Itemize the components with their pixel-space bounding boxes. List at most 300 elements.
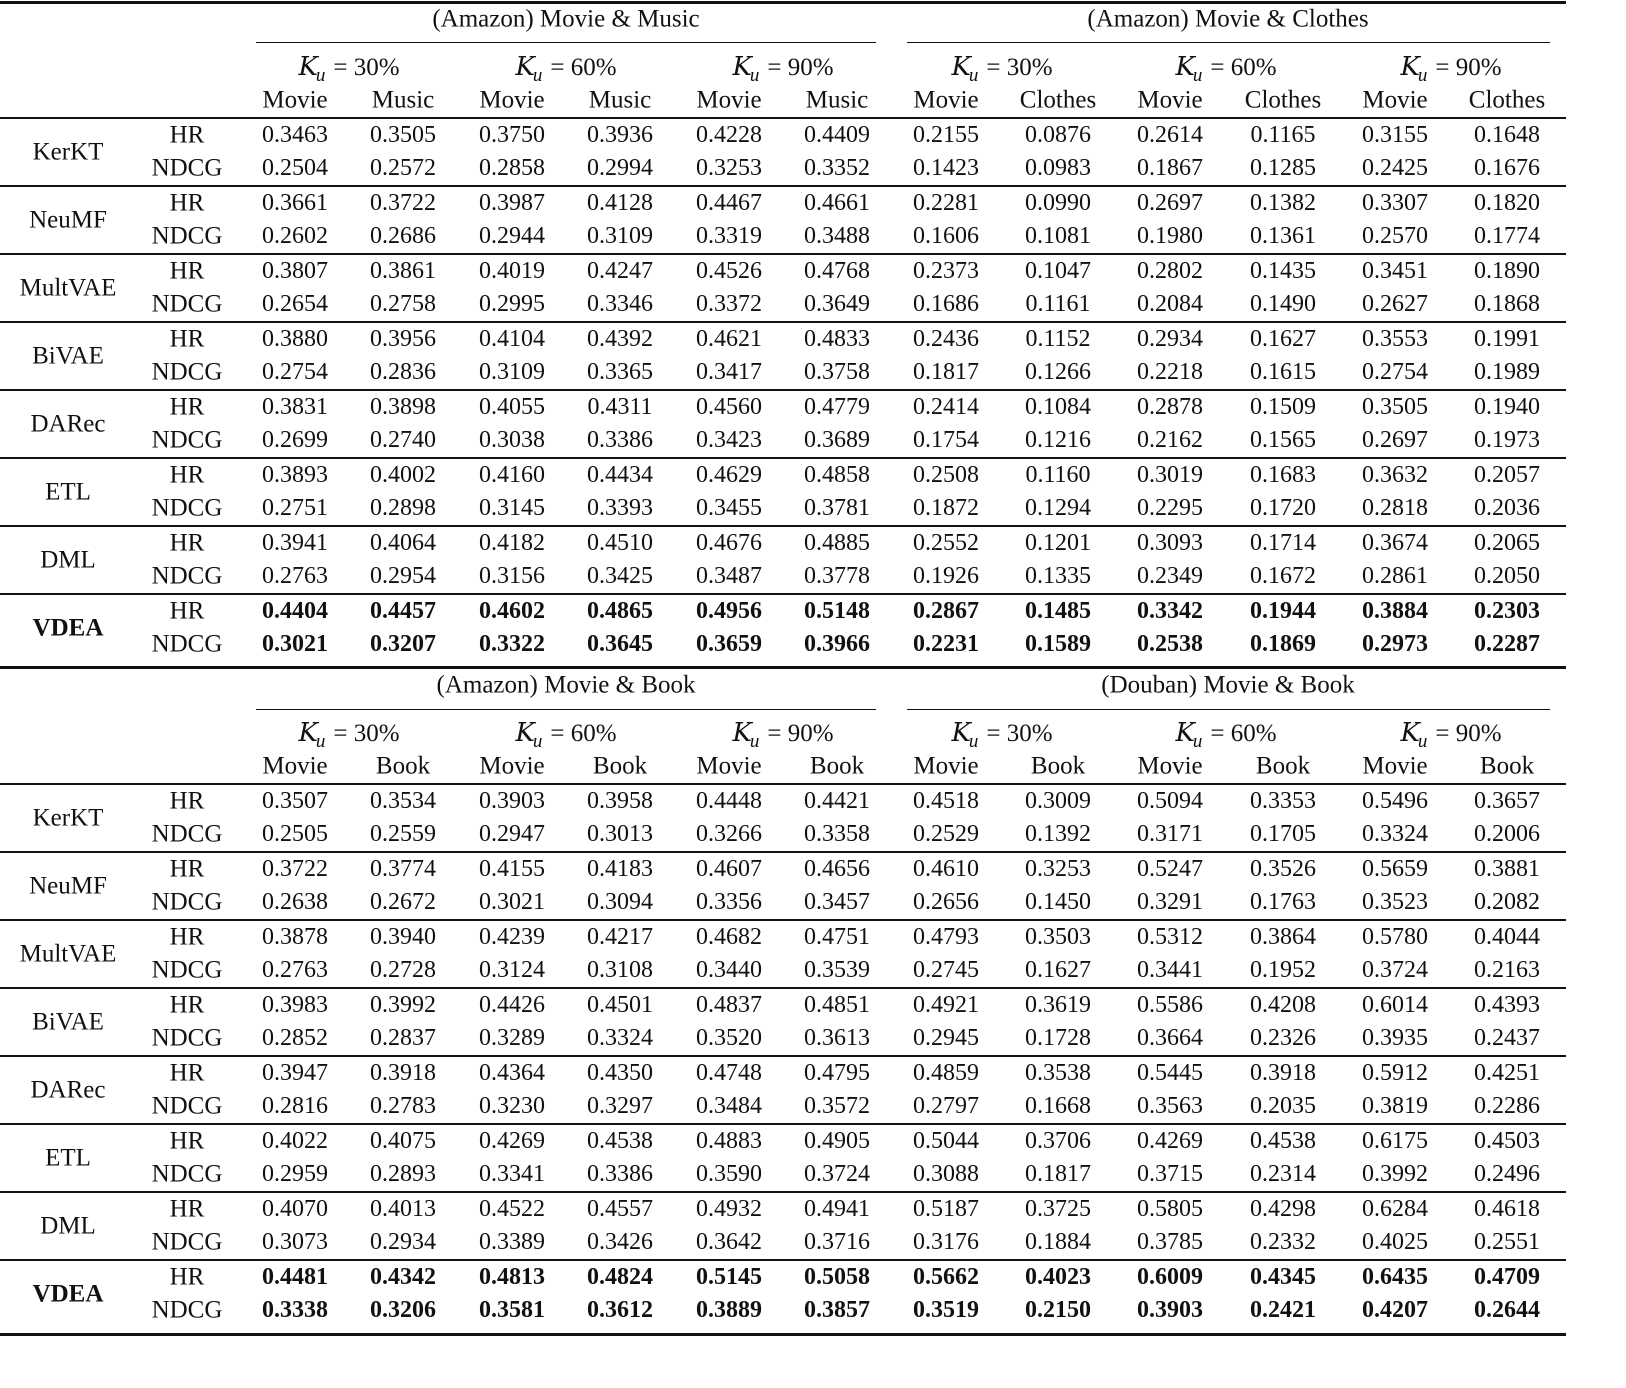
table-cell: 0.5659 <box>1362 856 1428 882</box>
table-cell: 0.3171 <box>1137 821 1203 847</box>
k-subscript: u <box>968 731 979 752</box>
table-cell: 0.1820 <box>1474 190 1540 216</box>
table-cell: 0.4025 <box>1362 1229 1428 1255</box>
header-rule <box>0 783 1566 785</box>
table-cell: 0.5312 <box>1137 924 1203 950</box>
table-cell: 0.2421 <box>1250 1297 1316 1323</box>
k-value: = 60% <box>1210 54 1277 81</box>
table-cell: 0.3484 <box>696 1093 762 1119</box>
table-cell: 0.4342 <box>370 1264 436 1290</box>
table-cell: 0.2155 <box>913 122 979 148</box>
table-cell: 0.2934 <box>370 1229 436 1255</box>
table-cell: 0.3109 <box>479 359 545 385</box>
table-cell: 0.2837 <box>370 1025 436 1051</box>
table-cell: 0.2818 <box>1362 495 1428 521</box>
table-cell: 0.5247 <box>1137 856 1203 882</box>
table-cell: 0.4865 <box>587 598 653 624</box>
method-name: ETL <box>45 1144 91 1171</box>
domain-column-header: Movie <box>1362 752 1428 780</box>
k-subscript: u <box>1192 65 1203 86</box>
method-separator-rule <box>0 389 1566 391</box>
domain-column-header: Movie <box>479 752 545 780</box>
table-cell: 0.5912 <box>1362 1060 1428 1086</box>
table-cell: 0.4298 <box>1250 1196 1316 1222</box>
table-cell: 0.3352 <box>804 155 870 181</box>
table-cell: 0.3507 <box>262 788 328 814</box>
group-cmidrule <box>256 709 876 710</box>
table-cell: 0.2740 <box>370 427 436 453</box>
k-symbol: K <box>1175 52 1195 82</box>
group-cmidrule <box>256 42 876 43</box>
domain-column-header: Book <box>1030 752 1086 780</box>
table-cell: 0.3664 <box>1137 1025 1203 1051</box>
table-cell: 0.3155 <box>1362 122 1428 148</box>
table-cell: 0.3358 <box>804 821 870 847</box>
table-cell: 0.2995 <box>479 291 545 317</box>
table-cell: 0.3520 <box>696 1025 762 1051</box>
table-cell: 0.3774 <box>370 856 436 882</box>
table-cell: 0.4956 <box>696 598 762 624</box>
table-cell: 0.3386 <box>587 1161 653 1187</box>
table-cell: 0.3880 <box>262 326 328 352</box>
table-cell: 0.2286 <box>1474 1093 1540 1119</box>
table-cell: 0.3807 <box>262 258 328 284</box>
header-rule <box>0 117 1566 119</box>
table-cell: 0.3457 <box>804 889 870 915</box>
table-cell: 0.3266 <box>696 821 762 847</box>
metric-label: NDCG <box>151 222 223 250</box>
table-cell: 0.3440 <box>696 957 762 983</box>
table-cell: 0.1683 <box>1250 462 1316 488</box>
method-separator-rule <box>0 919 1566 921</box>
k-subscript: u <box>749 65 760 86</box>
table-cell: 0.2836 <box>370 359 436 385</box>
table-cell: 0.3291 <box>1137 889 1203 915</box>
table-cell: 0.2954 <box>370 563 436 589</box>
table-cell: 0.3503 <box>1025 924 1091 950</box>
table-cell: 0.4023 <box>1025 1264 1091 1290</box>
table-cell: 0.3563 <box>1137 1093 1203 1119</box>
table-cell: 0.2084 <box>1137 291 1203 317</box>
k-value: = 30% <box>986 720 1053 747</box>
table-cell: 0.3750 <box>479 122 545 148</box>
table-bottom-rule <box>0 1333 1566 1336</box>
k-value: = 60% <box>550 720 617 747</box>
table-cell: 0.3156 <box>479 563 545 589</box>
table-cell: 0.2505 <box>262 821 328 847</box>
method-separator-rule <box>0 1123 1566 1125</box>
k-value: = 90% <box>1435 720 1502 747</box>
table-cell: 0.3523 <box>1362 889 1428 915</box>
metric-label: NDCG <box>151 1228 223 1256</box>
table-cell: 0.1285 <box>1250 155 1316 181</box>
table-cell: 0.4002 <box>370 462 436 488</box>
table-cell: 0.3987 <box>479 190 545 216</box>
table-cell: 0.5187 <box>913 1196 979 1222</box>
table-cell: 0.2627 <box>1362 291 1428 317</box>
table-cell: 0.4064 <box>370 530 436 556</box>
table-cell: 0.1754 <box>913 427 979 453</box>
k-subscript: u <box>532 65 543 86</box>
k-symbol: K <box>732 718 752 748</box>
table-cell: 0.3526 <box>1250 856 1316 882</box>
table-cell: 0.4448 <box>696 788 762 814</box>
k-value: = 90% <box>1435 54 1502 81</box>
table-cell: 0.3722 <box>370 190 436 216</box>
table-cell: 0.1047 <box>1025 258 1091 284</box>
table-cell: 0.1884 <box>1025 1229 1091 1255</box>
domain-column-header: Music <box>588 86 652 114</box>
table-cell: 0.1952 <box>1250 957 1316 983</box>
table-cell: 0.2947 <box>479 821 545 847</box>
metric-label: NDCG <box>151 1160 223 1188</box>
table-cell: 0.2638 <box>262 889 328 915</box>
metric-label: NDCG <box>151 888 223 916</box>
k-setting-header <box>1400 52 1502 86</box>
table-cell: 0.1720 <box>1250 495 1316 521</box>
table-cell: 0.4618 <box>1474 1196 1540 1222</box>
k-setting-header <box>1400 718 1502 752</box>
dataset-group-title: (Amazon) Movie & Book <box>436 671 696 699</box>
table-cell: 0.3505 <box>1362 394 1428 420</box>
domain-column-header: Book <box>1255 752 1311 780</box>
table-cell: 0.3992 <box>370 992 436 1018</box>
table-cell: 0.4510 <box>587 530 653 556</box>
table-cell: 0.3983 <box>262 992 328 1018</box>
table-cell: 0.3324 <box>587 1025 653 1051</box>
table-cell: 0.4751 <box>804 924 870 950</box>
table-cell: 0.2425 <box>1362 155 1428 181</box>
table-cell: 0.3966 <box>804 631 870 657</box>
table-cell: 0.4013 <box>370 1196 436 1222</box>
table-top-rule <box>0 666 1566 669</box>
table-cell: 0.3451 <box>1362 258 1428 284</box>
table-cell: 0.2373 <box>913 258 979 284</box>
table-cell: 0.6435 <box>1362 1264 1428 1290</box>
table-cell: 0.3230 <box>479 1093 545 1119</box>
table-cell: 0.2162 <box>1137 427 1203 453</box>
table-cell: 0.2959 <box>262 1161 328 1187</box>
table-cell: 0.2437 <box>1474 1025 1540 1051</box>
table-cell: 0.3505 <box>370 122 436 148</box>
table-top-rule <box>0 1 1566 4</box>
table-cell: 0.1201 <box>1025 530 1091 556</box>
table-cell: 0.4518 <box>913 788 979 814</box>
table-cell: 0.4676 <box>696 530 762 556</box>
table-cell: 0.4859 <box>913 1060 979 1086</box>
table-cell: 0.2802 <box>1137 258 1203 284</box>
table-cell: 0.4426 <box>479 992 545 1018</box>
table-cell: 0.3534 <box>370 788 436 814</box>
method-separator-rule <box>0 987 1566 989</box>
table-cell: 0.2728 <box>370 957 436 983</box>
table-cell: 0.2816 <box>262 1093 328 1119</box>
table-cell: 0.3021 <box>479 889 545 915</box>
table-cell: 0.3884 <box>1362 598 1428 624</box>
method-name: BiVAE <box>32 342 104 369</box>
table-cell: 0.3207 <box>370 631 436 657</box>
table-cell: 0.3864 <box>1250 924 1316 950</box>
table-cell: 0.4269 <box>1137 1128 1203 1154</box>
table-cell: 0.1763 <box>1250 889 1316 915</box>
table-cell: 0.0983 <box>1025 155 1091 181</box>
method-name: KerKT <box>32 138 104 165</box>
table-cell: 0.3724 <box>1362 957 1428 983</box>
table-cell: 0.1160 <box>1025 462 1091 488</box>
domain-column-header: Book <box>809 752 865 780</box>
domain-column-header: Movie <box>913 752 979 780</box>
table-cell: 0.4793 <box>913 924 979 950</box>
table-cell: 0.2656 <box>913 889 979 915</box>
table-cell: 0.3612 <box>587 1297 653 1323</box>
table-cell: 0.3324 <box>1362 821 1428 847</box>
table-cell: 0.3659 <box>696 631 762 657</box>
method-name: MultVAE <box>19 274 117 301</box>
table-cell: 0.2994 <box>587 155 653 181</box>
table-cell: 0.4207 <box>1362 1297 1428 1323</box>
table-cell: 0.6284 <box>1362 1196 1428 1222</box>
table-cell: 0.4538 <box>587 1128 653 1154</box>
dataset-group-title: (Amazon) Movie & Music <box>432 5 700 33</box>
method-name: DARec <box>30 410 106 437</box>
table-cell: 0.1944 <box>1250 598 1316 624</box>
table-cell: 0.4837 <box>696 992 762 1018</box>
k-symbol: K <box>1175 718 1195 748</box>
table-cell: 0.3645 <box>587 631 653 657</box>
table-cell: 0.2529 <box>913 821 979 847</box>
method-name: VDEA <box>32 1280 104 1307</box>
domain-column-header: Music <box>805 86 869 114</box>
table-cell: 0.1989 <box>1474 359 1540 385</box>
table-cell: 0.4779 <box>804 394 870 420</box>
k-value: = 90% <box>767 720 834 747</box>
table-cell: 0.4682 <box>696 924 762 950</box>
metric-label: HR <box>169 121 205 149</box>
method-separator-rule <box>0 593 1566 595</box>
metric-label: NDCG <box>151 1024 223 1052</box>
table-cell: 0.1606 <box>913 223 979 249</box>
table-cell: 0.4022 <box>262 1128 328 1154</box>
table-cell: 0.3619 <box>1025 992 1091 1018</box>
table-cell: 0.3487 <box>696 563 762 589</box>
table-cell: 0.2006 <box>1474 821 1540 847</box>
metric-label: HR <box>169 991 205 1019</box>
table-cell: 0.4602 <box>479 598 545 624</box>
table-cell: 0.2758 <box>370 291 436 317</box>
table-cell: 0.3590 <box>696 1161 762 1187</box>
table-cell: 0.4044 <box>1474 924 1540 950</box>
table-cell: 0.4160 <box>479 462 545 488</box>
table-cell: 0.3319 <box>696 223 762 249</box>
metric-label: HR <box>169 1127 205 1155</box>
table-cell: 0.2602 <box>262 223 328 249</box>
method-name: MultVAE <box>19 940 117 967</box>
table-cell: 0.4434 <box>587 462 653 488</box>
method-name: DML <box>40 546 96 573</box>
k-setting-header <box>515 718 617 752</box>
table-cell: 0.1980 <box>1137 223 1203 249</box>
table-cell: 0.1294 <box>1025 495 1091 521</box>
domain-column-header: Book <box>375 752 431 780</box>
table-cell: 0.4217 <box>587 924 653 950</box>
metric-label: HR <box>169 1059 205 1087</box>
table-cell: 0.1817 <box>1025 1161 1091 1187</box>
table-cell: 0.3936 <box>587 122 653 148</box>
table-cell: 0.2614 <box>1137 122 1203 148</box>
table-cell: 0.2878 <box>1137 394 1203 420</box>
metric-label: HR <box>169 855 205 883</box>
table-cell: 0.3386 <box>587 427 653 453</box>
table-cell: 0.3013 <box>587 821 653 847</box>
table-cell: 0.1627 <box>1025 957 1091 983</box>
k-subscript: u <box>315 65 326 86</box>
k-symbol: K <box>732 52 752 82</box>
domain-column-header: Movie <box>1362 86 1428 114</box>
table-cell: 0.4813 <box>479 1264 545 1290</box>
table-cell: 0.3342 <box>1137 598 1203 624</box>
table-cell: 0.4560 <box>696 394 762 420</box>
table-cell: 0.4905 <box>804 1128 870 1154</box>
table-cell: 0.1817 <box>913 359 979 385</box>
table-cell: 0.3903 <box>479 788 545 814</box>
table-cell: 0.2050 <box>1474 563 1540 589</box>
table-cell: 0.2861 <box>1362 563 1428 589</box>
metric-label: NDCG <box>151 290 223 318</box>
k-value: = 30% <box>986 54 1053 81</box>
table-cell: 0.3613 <box>804 1025 870 1051</box>
table-cell: 0.2559 <box>370 821 436 847</box>
table-cell: 0.3338 <box>262 1297 328 1323</box>
metric-label: NDCG <box>151 1092 223 1120</box>
table-cell: 0.3393 <box>587 495 653 521</box>
k-value: = 90% <box>767 54 834 81</box>
method-name: NeuMF <box>29 206 107 233</box>
table-cell: 0.2697 <box>1137 190 1203 216</box>
metric-label: NDCG <box>151 494 223 522</box>
table-cell: 0.4656 <box>804 856 870 882</box>
method-separator-rule <box>0 457 1566 459</box>
k-setting-header <box>1175 52 1277 86</box>
table-cell: 0.3289 <box>479 1025 545 1051</box>
table-cell: 0.4883 <box>696 1128 762 1154</box>
table-cell: 0.4858 <box>804 462 870 488</box>
table-cell: 0.3372 <box>696 291 762 317</box>
table-cell: 0.3124 <box>479 957 545 983</box>
table-cell: 0.1490 <box>1250 291 1316 317</box>
table-cell: 0.4921 <box>913 992 979 1018</box>
table-cell: 0.1266 <box>1025 359 1091 385</box>
table-cell: 0.1867 <box>1137 155 1203 181</box>
table-cell: 0.2332 <box>1250 1229 1316 1255</box>
method-name: VDEA <box>32 614 104 641</box>
table-cell: 0.2436 <box>913 326 979 352</box>
k-subscript: u <box>532 731 543 752</box>
table-cell: 0.5586 <box>1137 992 1203 1018</box>
metric-label: HR <box>169 1263 205 1291</box>
table-cell: 0.3019 <box>1137 462 1203 488</box>
k-subscript: u <box>315 731 326 752</box>
table-cell: 0.3642 <box>696 1229 762 1255</box>
table-cell: 0.3341 <box>479 1161 545 1187</box>
table-cell: 0.3145 <box>479 495 545 521</box>
table-cell: 0.1672 <box>1250 563 1316 589</box>
table-cell: 0.3657 <box>1474 788 1540 814</box>
table-cell: 0.6175 <box>1362 1128 1428 1154</box>
table-cell: 0.1382 <box>1250 190 1316 216</box>
table-cell: 0.3009 <box>1025 788 1091 814</box>
metric-label: HR <box>169 529 205 557</box>
domain-column-header: Movie <box>262 86 328 114</box>
table-cell: 0.1890 <box>1474 258 1540 284</box>
table-cell: 0.2644 <box>1474 1297 1540 1323</box>
table-cell: 0.3878 <box>262 924 328 950</box>
table-cell: 0.3940 <box>370 924 436 950</box>
table-cell: 0.3455 <box>696 495 762 521</box>
k-subscript: u <box>1417 731 1428 752</box>
table-cell: 0.1485 <box>1025 598 1091 624</box>
domain-column-header: Movie <box>696 752 762 780</box>
k-symbol: K <box>515 718 535 748</box>
table-cell: 0.2287 <box>1474 631 1540 657</box>
table-cell: 0.3206 <box>370 1297 436 1323</box>
metric-label: NDCG <box>151 358 223 386</box>
table-cell: 0.2893 <box>370 1161 436 1187</box>
k-symbol: K <box>951 718 971 748</box>
table-cell: 0.4610 <box>913 856 979 882</box>
table-cell: 0.4239 <box>479 924 545 950</box>
table-cell: 0.3725 <box>1025 1196 1091 1222</box>
table-cell: 0.4183 <box>587 856 653 882</box>
table-cell: 0.2057 <box>1474 462 1540 488</box>
table-cell: 0.4128 <box>587 190 653 216</box>
k-setting-header <box>951 52 1053 86</box>
table-cell: 0.3918 <box>370 1060 436 1086</box>
table-cell: 0.3094 <box>587 889 653 915</box>
table-cell: 0.3346 <box>587 291 653 317</box>
table-cell: 0.3253 <box>1025 856 1091 882</box>
table-cell: 0.3689 <box>804 427 870 453</box>
table-cell: 0.4404 <box>262 598 328 624</box>
table-cell: 0.3956 <box>370 326 436 352</box>
table-cell: 0.3722 <box>262 856 328 882</box>
table-cell: 0.4538 <box>1250 1128 1316 1154</box>
table-cell: 0.2552 <box>913 530 979 556</box>
table-cell: 0.1686 <box>913 291 979 317</box>
k-value: = 30% <box>333 720 400 747</box>
table-cell: 0.2852 <box>262 1025 328 1051</box>
method-separator-rule <box>0 1259 1566 1261</box>
domain-column-header: Music <box>371 86 435 114</box>
table-cell: 0.3488 <box>804 223 870 249</box>
table-cell: 0.2065 <box>1474 530 1540 556</box>
table-cell: 0.3553 <box>1362 326 1428 352</box>
metric-label: HR <box>169 257 205 285</box>
method-name: NeuMF <box>29 872 107 899</box>
metric-label: NDCG <box>151 1296 223 1324</box>
table-cell: 0.2295 <box>1137 495 1203 521</box>
metric-label: NDCG <box>151 426 223 454</box>
table-cell: 0.4182 <box>479 530 545 556</box>
table-cell: 0.5496 <box>1362 788 1428 814</box>
table-cell: 0.2686 <box>370 223 436 249</box>
table-cell: 0.5145 <box>696 1264 762 1290</box>
table-cell: 0.3893 <box>262 462 328 488</box>
table-cell: 0.3716 <box>804 1229 870 1255</box>
table-cell: 0.5780 <box>1362 924 1428 950</box>
table-cell: 0.3425 <box>587 563 653 589</box>
table-cell: 0.4503 <box>1474 1128 1540 1154</box>
table-cell: 0.1423 <box>913 155 979 181</box>
